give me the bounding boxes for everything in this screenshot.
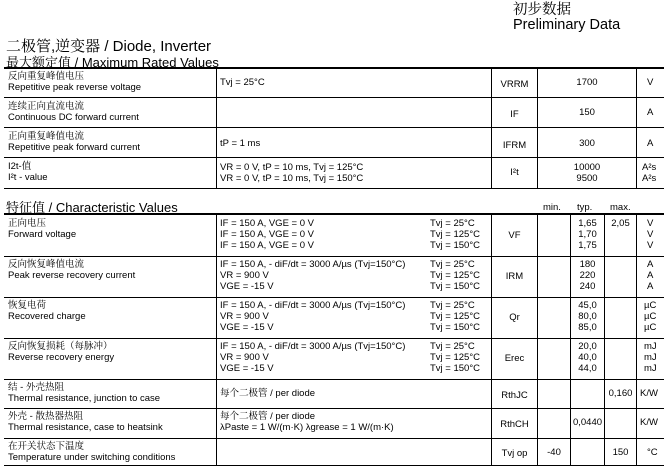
preliminary-en: Preliminary Data [513,17,621,33]
max-row-1-value: 1700 [576,77,598,88]
max-row-2-unit: A [647,107,654,118]
col-min: min. [543,202,561,213]
char-row-1-symbol: VF [508,230,521,241]
char-row-1-param: 正向电压 Forward voltage [8,218,77,240]
char-row-3-cond: IF = 150 A, - diF/dt = 3000 A/µs (Tvj=150°C) VR = 900 V VGE = -15 V [220,300,406,333]
max-row-1-param: 反向重复峰值电压 Repetitive peak reverse voltage [8,71,142,93]
thermal-row-3-symbol: Tvj op [501,448,528,459]
thermal-row-2-cond: 每个二极管 / per diode λPaste = 1 W/(m·K) λgrease = 1 W/(m·K) [220,411,394,433]
char-row-3-typ: 45,0 80,0 85,0 [578,300,597,333]
char-row-3-temp: Tvj = 25°C Tvj = 125°C Tvj = 150°C [430,300,481,333]
preliminary-data-header [513,3,620,33]
char-row-2-temp: Tvj = 25°C Tvj = 125°C Tvj = 150°C [430,259,481,292]
char-row-4-symbol: Erec [504,353,525,364]
char-row-3-symbol: Qr [509,312,520,323]
char-row-4-temp: Tvj = 25°C Tvj = 125°C Tvj = 150°C [430,341,481,374]
thermal-row-3-unit: °C [647,447,658,458]
max-row-3-cond: tP = 1 ms [220,138,261,149]
char-row-3-unit: µC µC µC [644,300,657,333]
thermal-row-1-param: 结 - 外壳热阻 Thermal resistance, junction to case [8,382,161,404]
col-max: max. [610,202,631,213]
characteristic-heading: 特征值 / Characteristic Values [6,200,178,215]
max-row-2-value: 150 [579,107,595,118]
char-row-1-max: 2,05 [611,218,630,229]
max-row-4-param: I2t-值 I²t - value [8,161,48,183]
max-rated-heading: 最大额定值 / Maximum Rated Values [6,55,219,70]
col-typ: typ. [577,202,593,213]
char-row-4-param: 反向恢复损耗（每脉冲） Reverse recovery energy [8,341,115,363]
max-row-1-cond: Tvj = 25°C [220,77,265,88]
thermal-row-2-typ: 0,0440 [572,417,603,428]
max-row-1-symbol: VRRM [500,79,529,90]
thermal-row-2-symbol: RthCH [500,419,529,430]
thermal-row-1-symbol: RthJC [501,390,528,401]
char-row-1-temp: Tvj = 25°C Tvj = 125°C Tvj = 150°C [430,218,481,251]
max-row-3-value: 300 [579,138,595,149]
char-row-1-typ: 1,65 1,70 1,75 [578,218,597,251]
char-row-2-param: 反向恢复峰值电流 Peak reverse recovery current [8,259,136,281]
thermal-row-1-unit: K/W [640,388,658,399]
max-row-4-cond: VR = 0 V, tP = 10 ms, Tvj = 125°C VR = 0 V, tP = 10 ms, Tvj = 150°C [220,162,364,184]
thermal-row-3-max: 150 [612,447,629,458]
max-row-4-unit: A²s A²s [642,162,657,184]
char-row-2-symbol: IRM [505,271,524,282]
char-row-2-unit: A A A [647,259,654,292]
thermal-row-1-max: 0,160 [608,388,633,399]
char-row-2-typ: 180 220 240 [579,259,596,292]
thermal-row-2-unit: K/W [640,417,658,428]
char-row-4-typ: 20,0 40,0 44,0 [578,341,597,374]
max-row-2-param: 连续正向直流电流 Continuous DC forward current [8,101,139,123]
max-row-3-unit: A [647,138,654,149]
max-row-2-symbol: IF [510,109,519,120]
char-row-4-unit: mJ mJ mJ [644,341,657,374]
thermal-row-2-param: 外壳 - 散热器热阻 Thermal resistance, case to heatsink [8,411,163,433]
page-title: 二极管,逆变器 / Diode, Inverter [6,38,212,55]
max-row-1-unit: V [647,77,654,88]
char-row-4-cond: IF = 150 A, - diF/dt = 3000 A/µs (Tvj=150°C) VR = 900 V VGE = -15 V [220,341,406,374]
max-row-3-symbol: IFRM [502,140,527,151]
max-row-4-value: 10000 9500 [573,162,601,184]
thermal-row-1-cond: 每个二极管 / per diode [220,388,316,399]
char-row-1-unit: V V V [647,218,654,251]
preliminary-cn: 初步数据 [513,2,571,18]
char-row-2-cond: IF = 150 A, - diF/dt = 3000 A/µs (Tvj=150°C) VR = 900 V VGE = -15 V [220,259,406,292]
thermal-row-3-param: 在开关状态下温度 Temperature under switching conditions [8,441,176,463]
max-row-3-param: 正向重复峰值电流 Repetitive peak forward current [8,131,141,153]
char-row-3-param: 恢复电荷 Recovered charge [8,300,86,322]
thermal-row-3-min: -40 [547,447,561,458]
char-row-1-cond: IF = 150 A, VGE = 0 V IF = 150 A, VGE = 0 V IF = 150 A, VGE = 0 V [220,218,314,251]
max-row-4-symbol: I²t [510,167,519,178]
